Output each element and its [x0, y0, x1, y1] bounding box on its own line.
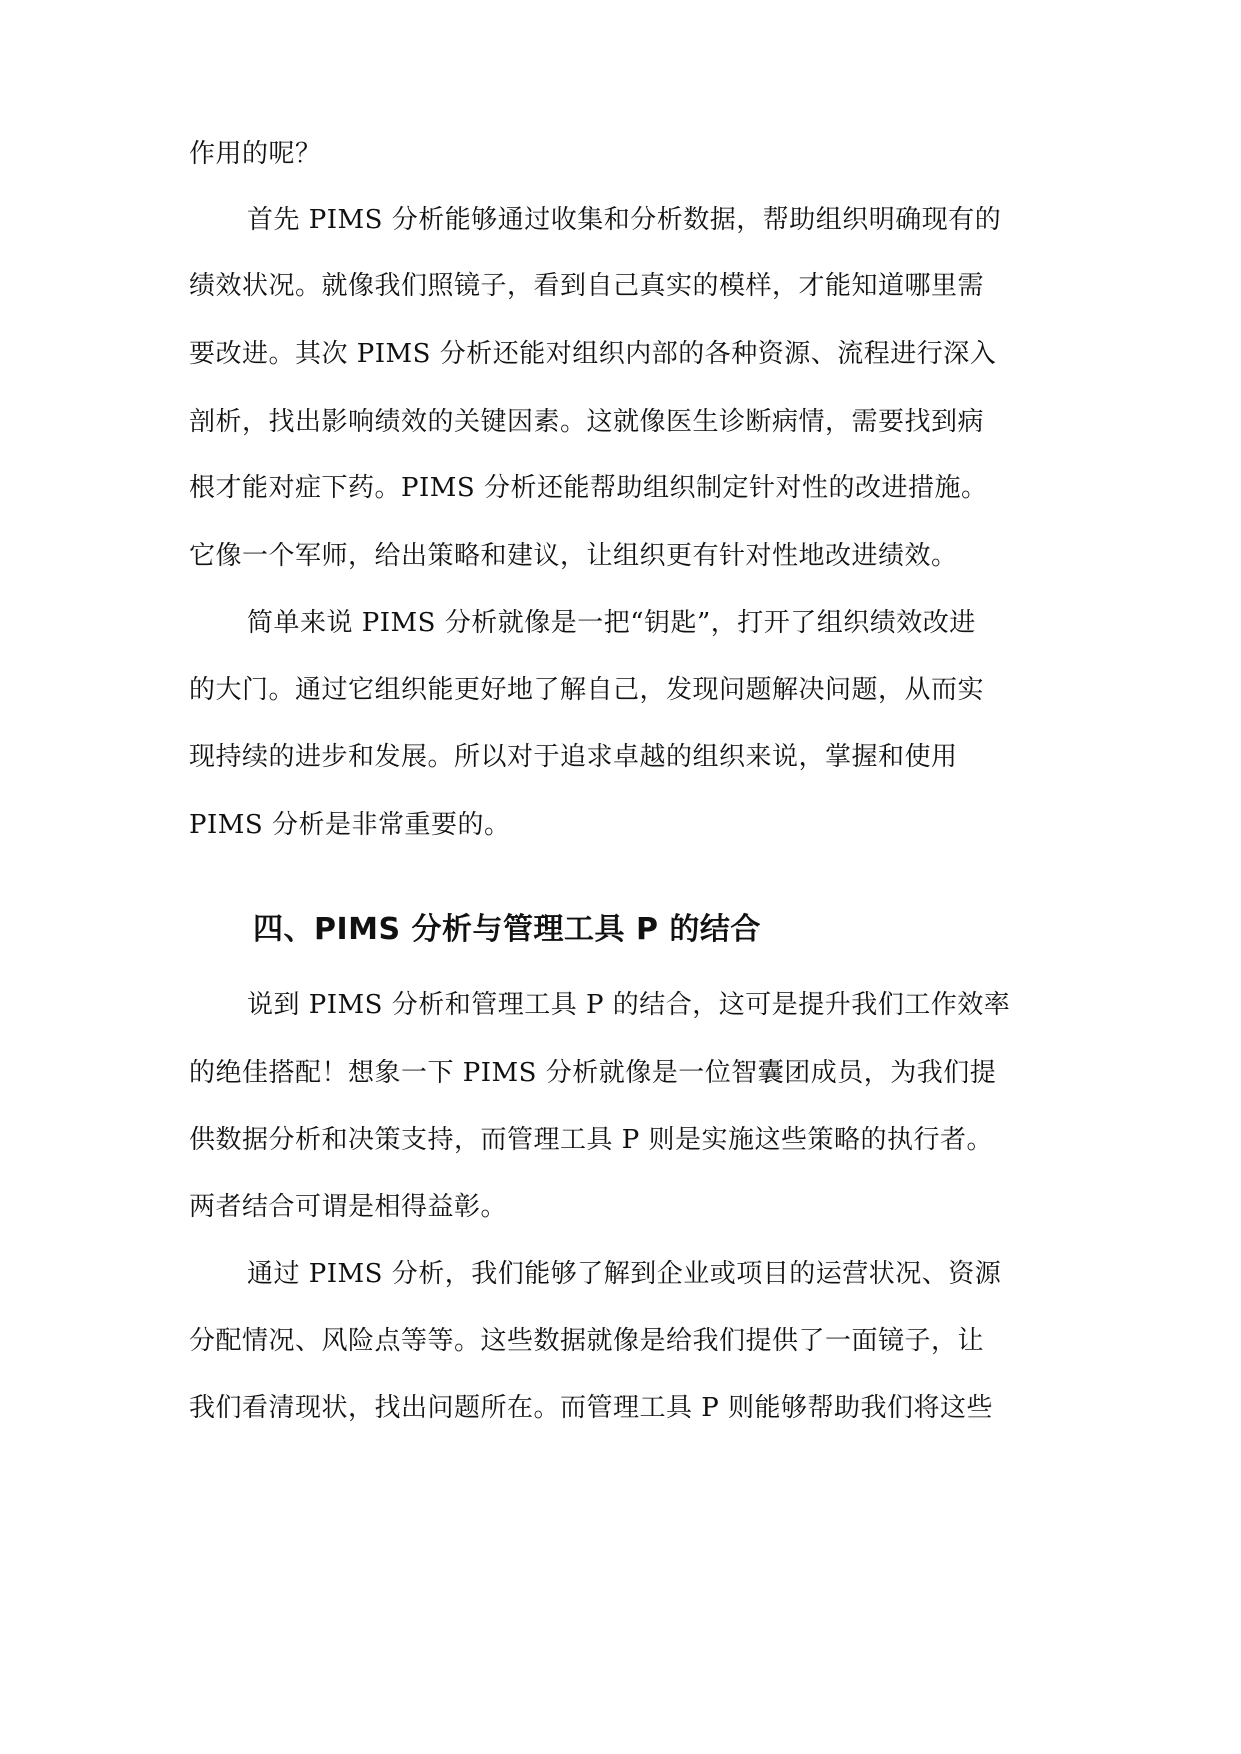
paragraph-line: 分配情况、风险点等等。这些数据就像是给我们提供了一面镜子，让	[189, 1326, 985, 1356]
paragraph-line: 现持续的进步和发展。所以对于追求卓越的组织来说，掌握和使用	[189, 742, 958, 772]
paragraph-line: 要改进。其次 PIMS 分析还能对组织内部的各种资源、流程进行深入	[189, 339, 997, 369]
paragraph-line: 的绝佳搭配！想象一下 PIMS 分析就像是一位智囊团成员，为我们提	[189, 1058, 997, 1088]
section-heading: 四、PIMS 分析与管理工具 P 的结合	[253, 912, 761, 947]
paragraph-line: 的大门。通过它组织能更好地了解自己，发现问题解决问题，从而实	[189, 675, 985, 705]
paragraph-line: 供数据分析和决策支持，而管理工具 P 则是实施这些策略的执行者。	[189, 1125, 994, 1155]
paragraph-line: 它像一个军师，给出策略和建议，让组织更有针对性地改进绩效。	[189, 541, 958, 571]
paragraph-line: 通过 PIMS 分析，我们能够了解到企业或项目的运营状况、资源	[247, 1259, 1002, 1289]
paragraph-line: 绩效状况。就像我们照镜子，看到自己真实的模样，才能知道哪里需	[189, 271, 985, 301]
paragraph-line: 根才能对症下药。PIMS 分析还能帮助组织制定针对性的改进措施。	[189, 473, 988, 503]
paragraph-line: 剖析，找出影响绩效的关键因素。这就像医生诊断病情，需要找到病	[189, 407, 985, 437]
paragraph-line: 我们看清现状，找出问题所在。而管理工具 P 则能够帮助我们将这些	[189, 1393, 994, 1423]
paragraph-line: PIMS 分析是非常重要的。	[189, 810, 511, 840]
paragraph-line: 两者结合可谓是相得益彰。	[189, 1192, 508, 1222]
paragraph-line: 作用的呢？	[189, 139, 322, 169]
paragraph-line: 说到 PIMS 分析和管理工具 P 的结合，这可是提升我们工作效率	[247, 990, 1011, 1020]
paragraph-line: 首先 PIMS 分析能够通过收集和分析数据，帮助组织明确现有的	[247, 205, 1002, 235]
paragraph-line: 简单来说 PIMS 分析就像是一把“钥匙”，打开了组织绩效改进	[247, 608, 976, 638]
